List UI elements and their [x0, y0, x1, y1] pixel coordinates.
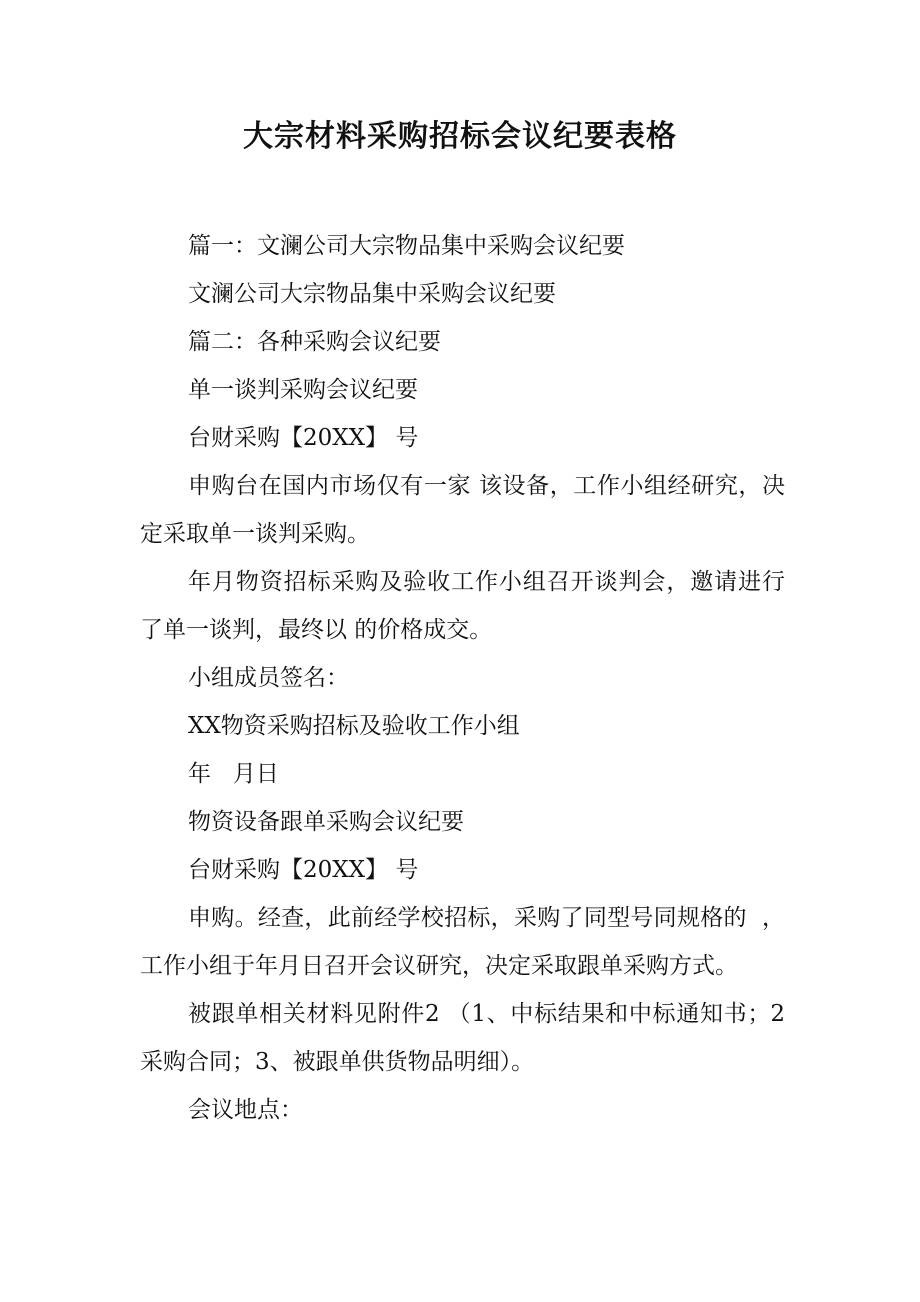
paragraph-member-signature: 小组成员签名： — [188, 665, 349, 691]
paragraph-negotiation-meeting: 年月物资招标采购及验收工作小组召开谈判会，邀请进行了单一谈判，最终以 的价格成交。 — [140, 569, 785, 643]
paragraph-follow-order-title: 物资设备跟单采购会议纪要 — [188, 809, 464, 835]
paragraph-meeting-location: 会议地点： — [188, 1097, 303, 1123]
paragraph-company-minutes-title: 文澜公司大宗物品集中采购会议纪要 — [188, 281, 556, 307]
paragraph-reference-number-2: 台财采购【20XX】 号 — [188, 857, 419, 883]
paragraph-date: 年 月日 — [188, 761, 279, 787]
paragraph-working-group: XX物资采购招标及验收工作小组 — [188, 713, 520, 739]
paragraph-purchase-request: 申购台在国内市场仅有一家 该设备，工作小组经研究，决定采取单一谈判采购。 — [140, 473, 785, 547]
paragraph-part-two-heading: 篇二：各种采购会议纪要 — [188, 329, 441, 355]
paragraph-single-negotiation-title: 单一谈判采购会议纪要 — [188, 377, 418, 403]
paragraph-part-one-heading: 篇一：文澜公司大宗物品集中采购会议纪要 — [188, 233, 625, 259]
paragraph-attachment-note: 被跟单相关材料见附件2 （1、中标结果和中标通知书；2采购合同；3、被跟单供货物品明细）。 — [140, 1001, 785, 1075]
paragraph-reference-number: 台财采购【20XX】 号 — [188, 425, 419, 451]
paragraph-follow-order-decision: 申购。经查，此前经学校招标，采购了同型号同规格的 ，工作小组于年月日召开会议研究，决定采取跟单采购方式。 — [140, 905, 785, 979]
document-body — [140, 222, 785, 1134]
document-title: 大宗材料采购招标会议纪要表格 — [243, 119, 677, 154]
